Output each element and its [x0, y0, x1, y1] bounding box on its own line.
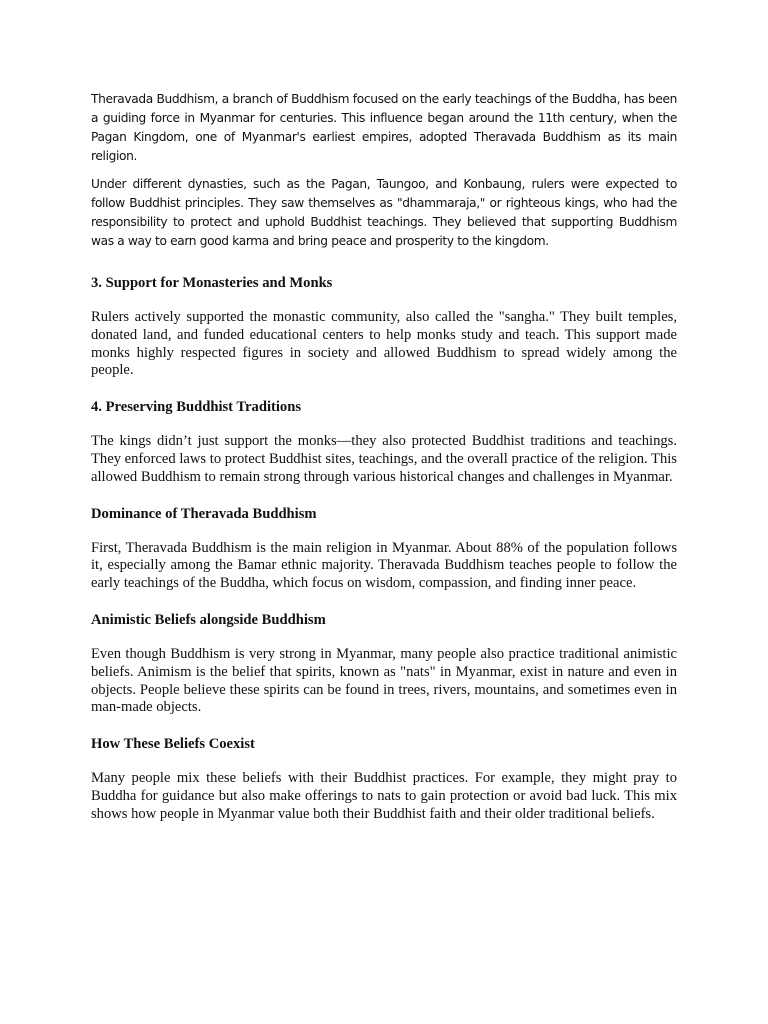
section-body-animistic: Even though Buddhism is very strong in Myanmar, many people also practice traditional animistic beliefs. Animism is the belief that spirits, known as "nats" in Myanmar, exist in nature and even in objects. People believe these spirits can be found in trees, rivers, mountains, and sometimes even in man-made objects. [91, 645, 677, 716]
section-heading-monasteries: 3. Support for Monasteries and Monks [91, 275, 333, 291]
section-heading-traditions: 4. Preserving Buddhist Traditions [91, 399, 302, 416]
section-heading-coexist: How These Beliefs Coexist [91, 736, 255, 753]
section-heading-dominance: Dominance of Theravada Buddhism [91, 505, 317, 522]
section-body-monasteries: Rulers actively supported the monastic community, also called the "sangha." They built temples, donated land, and funded educational centers to help monks study and teach. This support made monks highly respected figures in society and allowed Buddhism to spread widely among the people. [91, 309, 677, 379]
section-heading-animistic: Animistic Beliefs alongside Buddhism [91, 611, 326, 628]
document-page [91, 90, 677, 824]
section-body-traditions: The kings didn’t just support the monks—they also protected Buddhist traditions and teachings. They enforced laws to protect Buddhist sites, teachings, and the overall practice of the religion. This allowed Buddhism to remain strong through various historical changes and challenges in Myanmar. [91, 433, 677, 485]
intro-paragraph-2: Under different dynasties, such as the Pagan, Taungoo, and Konbaung, rulers were expected to follow Buddhist principles. They saw themselves as "dhammaraja," or righteous kings, who had the responsibility to protect and uphold Buddhist teachings. They believed that supporting Buddhism was a way to earn good karma and bring peace and prosperity to the kingdom. [91, 177, 677, 248]
section-body-dominance: First, Theravada Buddhism is the main religion in Myanmar. About 88% of the population follows it, especially among the Bamar ethnic majority. Theravada Buddhism teaches people to follow the early teachings of the Buddha, which focus on wisdom, compassion, and finding inner peace. [91, 539, 677, 592]
section-body-coexist: Many people mix these beliefs with their Buddhist practices. For example, they might pray to Buddha for guidance but also make offerings to nats to gain protection or avoid bad luck. This mix shows how people in Myanmar value both their Buddhist faith and their older traditional beliefs. [91, 770, 677, 822]
intro-paragraph-1: Theravada Buddhism, a branch of Buddhism focused on the early teachings of the Buddha, has been a guiding force in Myanmar for centuries. This influence began around the 11th century, when the Pagan Kingdom, one of Myanmar's earliest empires, adopted Theravada Buddhism as its main religion. [91, 92, 677, 163]
